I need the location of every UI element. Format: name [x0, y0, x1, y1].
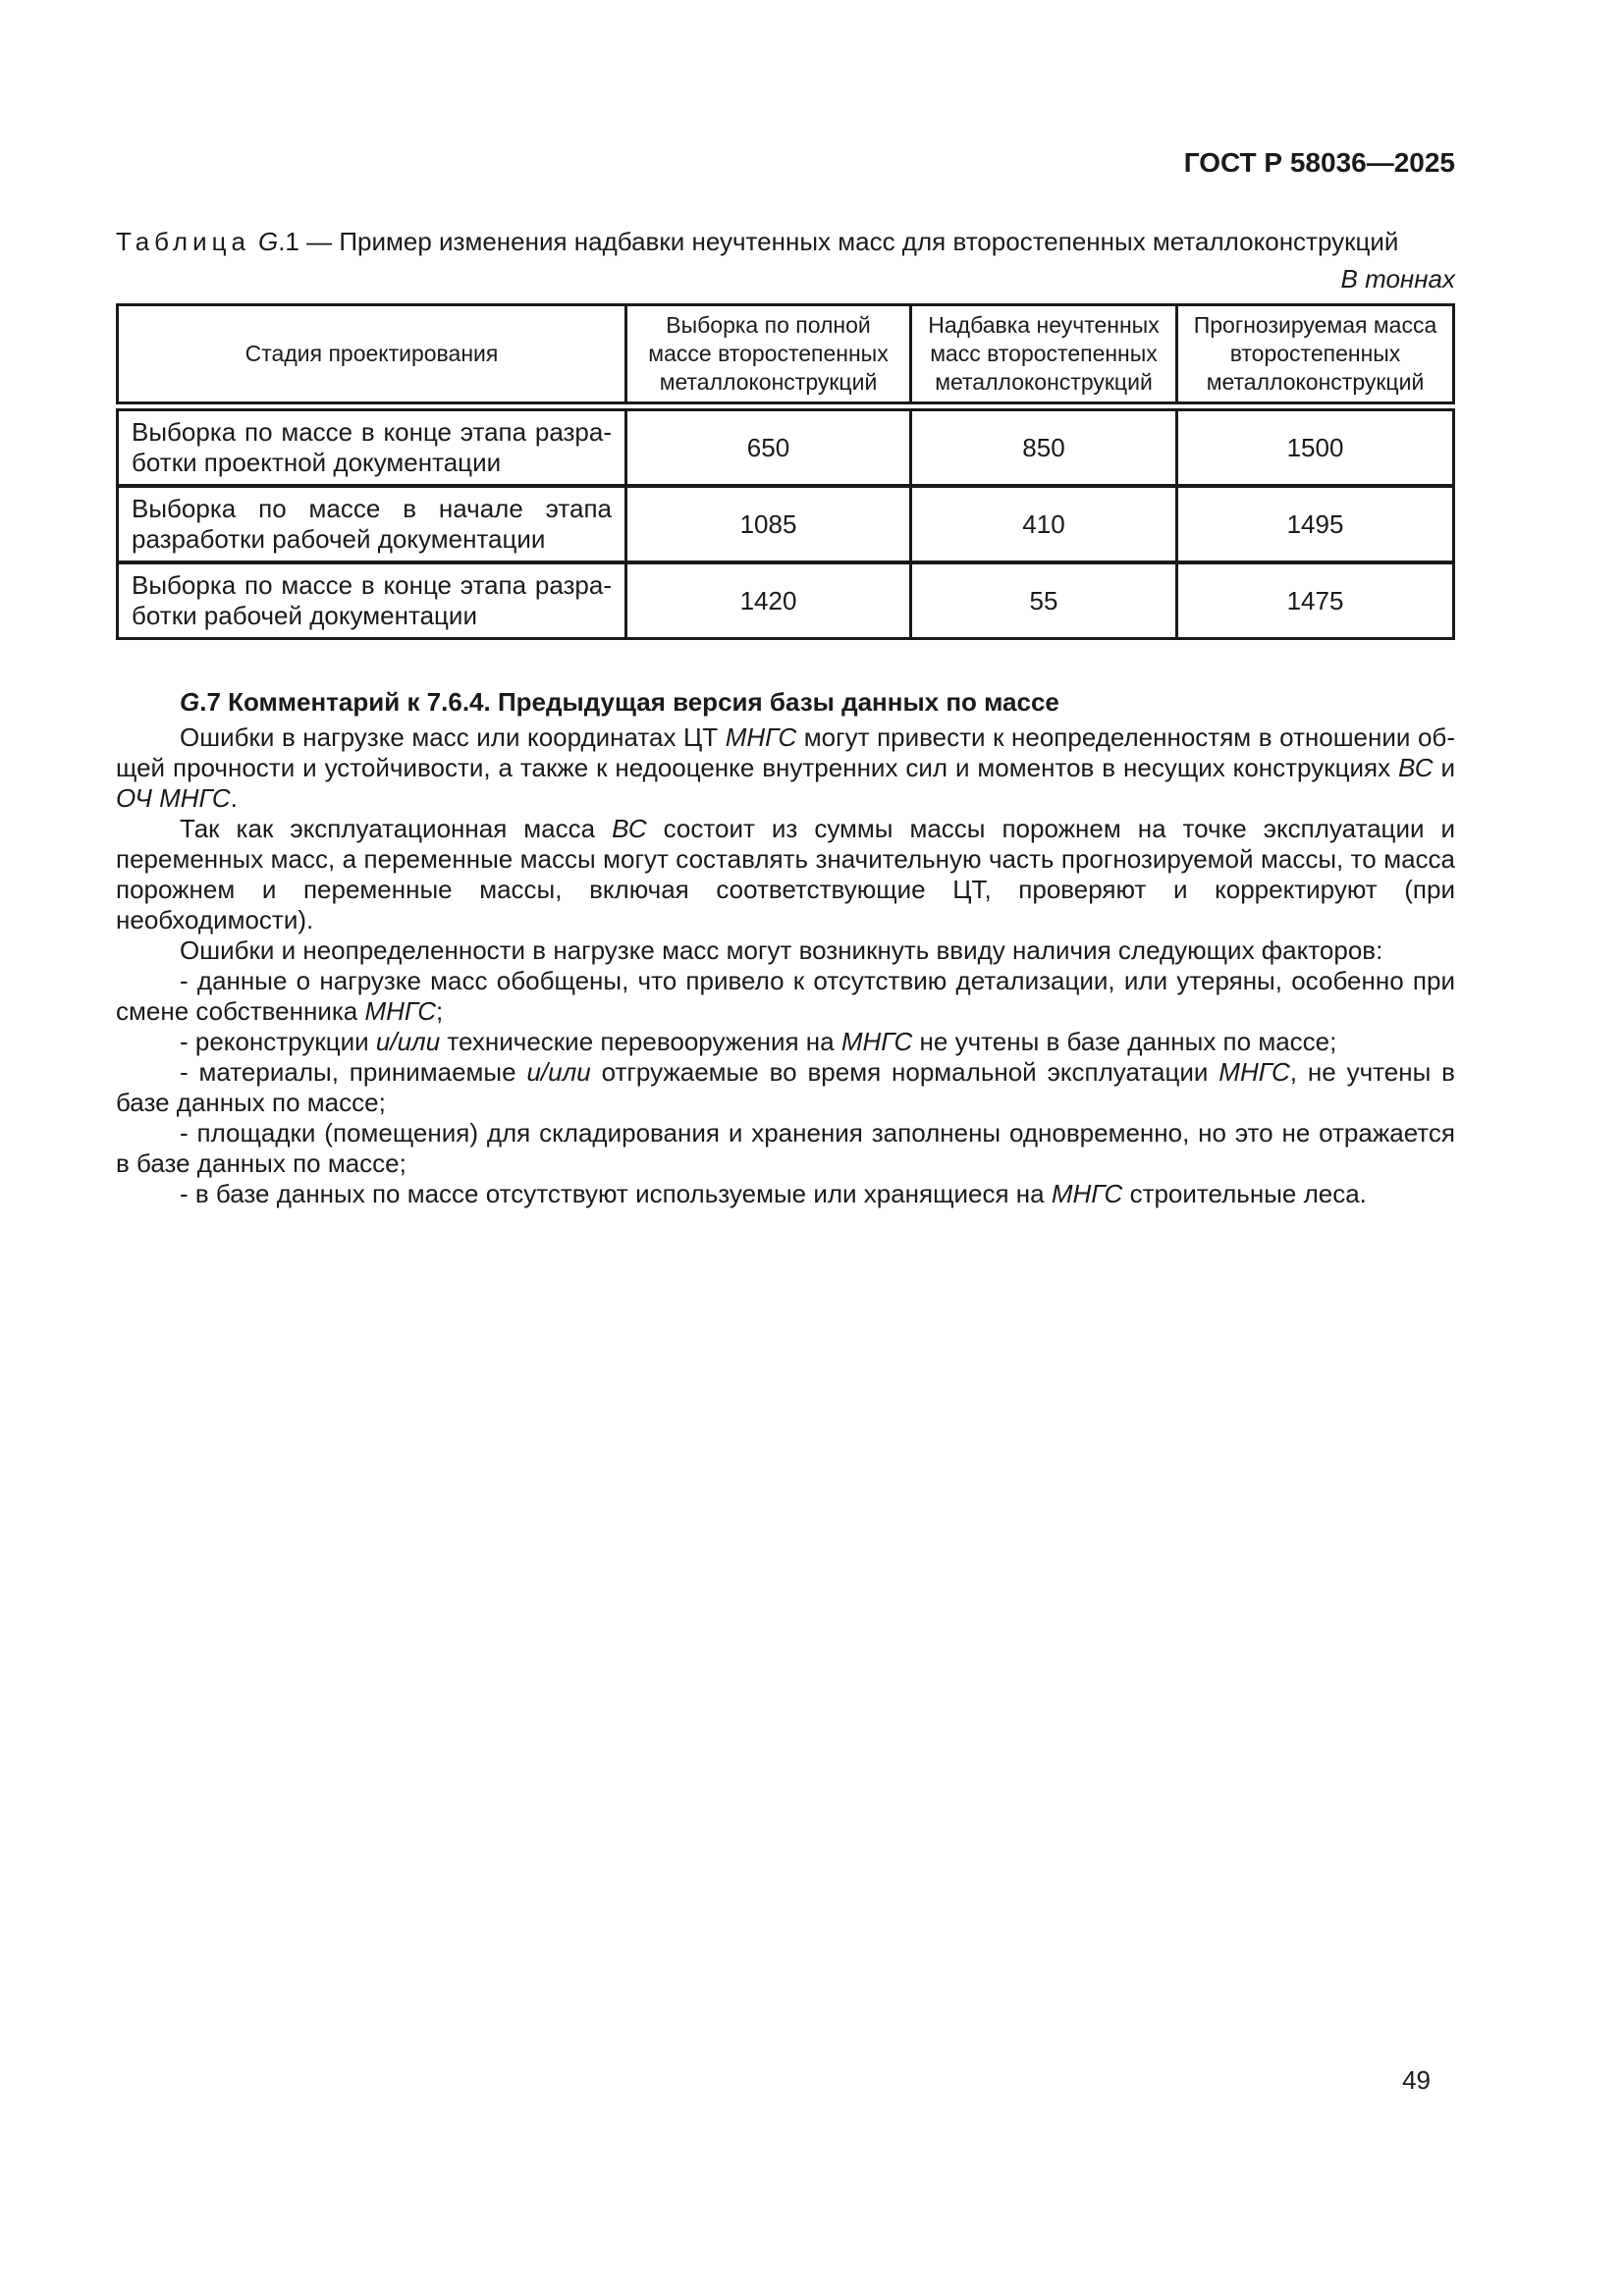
- bullet-item: - данные о нагрузке масс обобщены, что привело к отсутствию детализации, или утеряны, особенно при смене собственника МНГС;: [116, 966, 1455, 1026]
- bullet-item: - площадки (помещения) для складирования и хранения заполнены одновременно, но это не отражается в базе данных по массе;: [116, 1118, 1455, 1178]
- paragraph: Ошибки в нагрузке масс или координатах ЦТ МНГС могут привести к неопределенностям в отношении общей прочности и устойчивости, а также к недооценке внутренних сил и моментов в несущих конструкциях ВС и ОЧ МНГС.: [116, 722, 1455, 813]
- cell-predicted-mass: 1500: [1177, 406, 1454, 486]
- table-caption-label: Таблица: [116, 227, 250, 256]
- table-caption-number-rest: .1: [278, 227, 299, 256]
- paragraph: Ошибки и неопределенности в нагрузке масс могут возникнуть ввиду наличия следующих факторов:: [180, 935, 1383, 965]
- section-heading: G.7 Комментарий к 7.6.4. Предыдущая версия базы данных по массе: [180, 687, 1059, 717]
- bullet-item: - материалы, принимаемые и/или отгружаемые во время нормальной эксплуатации МНГС, не учтены в базе данных по массе;: [116, 1057, 1455, 1117]
- column-header-full-mass: Выборка по полной массе второстепенных металлоконструкций: [626, 305, 911, 407]
- column-header-predicted-mass: Прогнозируемая масса второстепенных металлоконструкций: [1177, 305, 1454, 407]
- mass-allowance-table: [116, 303, 1455, 640]
- cell-full-mass: 650: [626, 406, 911, 486]
- bullet-item: - реконструкции и/или технические перевооружения на МНГС не учтены в базе данных по массе;: [180, 1027, 1337, 1056]
- cell-stage: Выборка по массе в конце этапа разработки рабочей документации: [118, 562, 626, 639]
- section-g7: [116, 687, 1455, 1209]
- cell-unaccounted-mass: 55: [911, 562, 1177, 639]
- bullet-item: - в базе данных по массе отсутствуют используемые или хранящиеся на МНГС строительные леса.: [180, 1179, 1367, 1208]
- cell-stage: Выборка по массе в начале этапа разработки рабочей документации: [118, 486, 626, 562]
- standard-designation: ГОСТ Р 58036—2025: [1183, 147, 1455, 178]
- table-row: [118, 406, 1454, 486]
- table-row: [118, 486, 1454, 562]
- cell-stage: Выборка по массе в конце этапа разработки проектной документации: [118, 406, 626, 486]
- unit-note: В тоннах: [1340, 264, 1455, 294]
- cell-unaccounted-mass: 410: [911, 486, 1177, 562]
- table-caption-number: G: [257, 227, 279, 256]
- column-header-stage: Стадия проектирования: [118, 305, 626, 407]
- cell-full-mass: 1085: [626, 486, 911, 562]
- table-header-row: [118, 305, 1454, 407]
- table-row: [118, 562, 1454, 639]
- cell-predicted-mass: 1475: [1177, 562, 1454, 639]
- cell-predicted-mass: 1495: [1177, 486, 1454, 562]
- column-header-unaccounted-mass: Надбавка неучтенных масс второстепенных металлоконструкций: [911, 305, 1177, 407]
- page-number: 49: [1402, 2065, 1431, 2095]
- table-caption: [116, 227, 1455, 257]
- paragraph: Так как эксплуатационная масса ВС состоит из суммы массы порожнем на точке эксплуатации и переменных масс, а переменные массы могут составлять значительную часть прогнозируемой массы, то масса порожнем и переменные массы, включая соответствующие ЦТ, проверяют и корректируют (при необходимости).: [116, 814, 1456, 934]
- table-caption-text: — Пример изменения надбавки неучтенных масс для второстепенных металлоконструкций: [298, 227, 1399, 256]
- cell-unaccounted-mass: 850: [911, 406, 1177, 486]
- cell-full-mass: 1420: [626, 562, 911, 639]
